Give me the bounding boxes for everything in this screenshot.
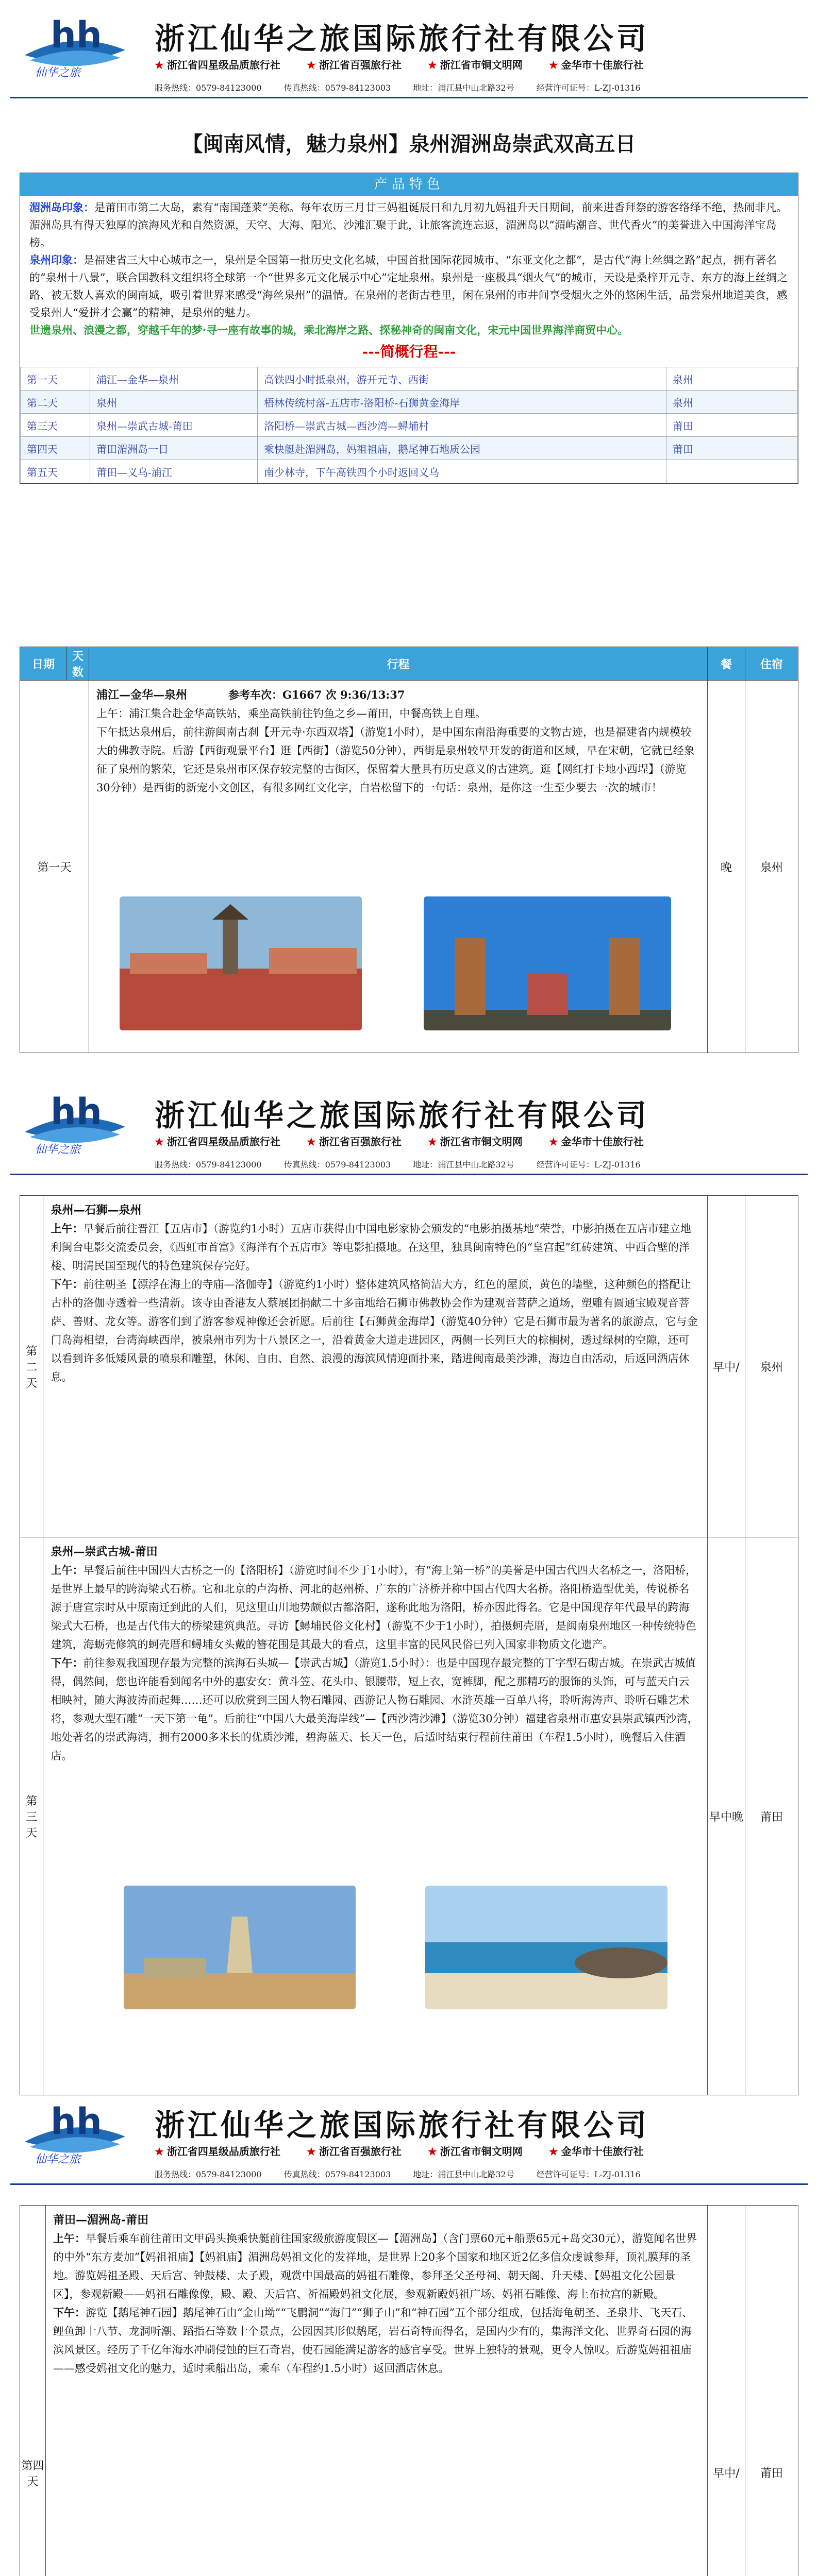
brief-row: 第五天 莆田—义乌-浦江 南少林寺，下午高铁四个小时返回义乌: [21, 460, 798, 483]
company-logo: [14, 2093, 133, 2165]
logo-text: 仙华之旅: [35, 66, 81, 79]
company-tags: ★ 浙江省四星级品质旅行社 ★ 浙江省百强旅行社 ★ 浙江省市铜文明网 ★ 金华市十佳旅行社: [155, 1136, 644, 1148]
brief-heading: ---简概行程---: [362, 343, 456, 360]
svg-text:h: h: [51, 14, 76, 56]
company-tags: ★ 浙江省四星级品质旅行社 ★ 浙江省百强旅行社 ★ 浙江省市铜文明网 ★ 金华市十佳旅行社: [155, 2145, 644, 2158]
header-rule: [10, 1174, 808, 1175]
star-icon: ★: [548, 59, 558, 71]
day-row: 第二天 泉州—石狮—泉州 上午：早餐后前往晋江【五店市】（游览约1小时）五店市获得由中国电影家协会颁发的“电影拍摄基地”荣誉，中影拍摄在五店市建立地利闽台电影交流委员会，《西虹市首富》《海洋有个五店市》等电影拍摄地。在这里，独具闽南特色的“皇宫起”红砖建筑、中西合壁的洋楼、明清民国至现代的特色建筑保存完好。 下午：前往朝圣【漂浮在海上的寺庙—洛伽寺】（游览约1小时）整体建筑风格简洁大方，红色的屋顶，黄色的墙壁，这种颜色的搭配让古朴的洛伽寺透着一些清新。该寺由香港友人蔡展团捐献二十多亩地给石狮市佛教协会作为建观音菩萨之道场，塑雕有圆通宝殿观音菩萨、善财、龙女等。游客们到了游客参观神像还会祈愿。后前往【石狮黄金海岸】（游览40分钟）它是石狮市最为著名的旅游点，它与金门岛海相望，台湾海峡西岸，被泉州市列为十八景区之一，沿着黄金大道走进园区，两侧一长列巨大的棕榈树，透过绿树的空隙，还可以看到许多低矮风景的喷泉和雕塑，休闲、自由、自然、浪漫的海滨风情迎面扑来，踏进闽南最美沙滩，海边自由活动，后返回酒店休息。 早中/ 泉州: [20, 1196, 798, 1537]
star-icon: ★: [155, 2145, 164, 2158]
company-name: 浙江仙华之旅国际旅行社有限公司: [155, 2108, 650, 2143]
page-title: 【闽南风情，魅力泉州】泉州湄洲岛崇武双高五日: [182, 132, 636, 156]
star-icon: ★: [306, 2145, 316, 2158]
header-rule: [10, 2183, 808, 2185]
page-header: [0, 0, 818, 93]
company-name: 浙江仙华之旅国际旅行社有限公司: [155, 1098, 650, 1133]
photo-xisha-bay: [425, 1886, 667, 2009]
photo-west-street: [120, 896, 362, 1030]
brief-table: [20, 367, 798, 483]
star-icon: ★: [427, 59, 437, 71]
brief-row: 第一天 浦江—金华—泉州 高铁四小时抵泉州，游开元寺、西街 泉州: [21, 367, 798, 391]
svg-text:h: h: [76, 1091, 102, 1133]
star-icon: ★: [155, 1136, 164, 1148]
features-box: [20, 173, 798, 484]
svg-text:h: h: [51, 1091, 76, 1133]
svg-text:h: h: [76, 14, 102, 56]
brief-row: 第二天 泉州 梧林传统村落-五店市-洛阳桥-石狮黄金海岸 泉州: [21, 391, 798, 414]
features-heading: 产品特色: [20, 173, 798, 196]
star-icon: ★: [306, 59, 316, 71]
page-header: [0, 2087, 818, 2179]
svg-text:h: h: [51, 2100, 76, 2143]
day-row: 第三天 泉州—崇武古城-莆田 上午：早餐后前往中国四大古桥之一的【洛阳桥】（游览时间不少于1小时），有“海上第一桥”的美誉是中国古代四大名桥之一，洛阳桥，是世界上最早的跨海梁式石桥。它和北京的卢沟桥、河北的赵州桥、广东的广济桥并称中国古代四大名桥。洛阳桥造型优美，传说桥名源于唐宣宗时从中原南迁到此的人们，见这里山川地势颇似古都洛阳，遂称此地为洛阳，桥亦因此得名。它是中国现存年代最早的跨海梁式大石桥，也是古代伟大的桥梁建筑典范。寻访【蟳埔民俗文化村】（游览不少于1小时），拍摄蚵壳厝，是闽南泉州地区一种传统特色建筑，海蛎壳修筑的蚵壳厝和蟳埔女头戴的簪花围是其最大的看点，这里丰富的民风民俗已列入国家非物质文化遗产。 下午：前往参观我国现存最为完整的滨海石头城—【崇武古城】（游览1.5小时）：也是中国现存最完整的丁字型石砌古城。在崇武古城值得，偶然间，您也许能看到闻名中外的惠安女：黄斗笠、花头巾、银腰带，短上衣，宽裤脚，配之那精巧的服饰的头饰，可与蓝天白云相映衬，随大海波涛而起舞……还可以欣赏到三国人物石雕园、西游记人物石雕园、水浒英雄一百单八将，聆听海涛声、聆听石雕艺术将，参观大型石雕“一天下第一龟”。后前往“中国八大最美海岸线”—【西沙湾沙滩】（游览30分钟）福建省泉州市惠安县崇武镇西沙湾，地处著名的崇武海湾，拥有2000多米长的优质沙滩，碧海蓝天、长天一色，后适时结束行程前往莆田（车程1.5小时），晚餐后入住酒店。 早中晚 莆田: [20, 1537, 798, 2095]
company-logo: [14, 6, 133, 78]
star-icon: ★: [548, 2145, 558, 2158]
star-icon: ★: [306, 1136, 316, 1148]
company-logo: [14, 1083, 133, 1155]
company-name: 浙江仙华之旅国际旅行社有限公司: [155, 21, 650, 56]
brief-row: 第四天 莆田湄洲岛一日 乘快艇赴湄洲岛，妈祖祖庙，鹅尾神石地质公园 莆田: [21, 437, 798, 460]
day-row: 第一天 浦江—金华—泉州 参考车次：G1667 次 9:36/13:37 上午：浦江集合赴金华高铁站，乘坐高铁前往钓鱼之乡—莆田，中餐高铁上自理。 下午抵达泉州后，前往游闽南古刹【开元寺·东西双塔】（游览1小时），是中国东南沿海重要的文物古迹，也是福建省内规模较大的佛教寺院。后游【西街观景平台】逛【西街】（游览50分钟），西街是泉州较早开发的街道和区域，早在宋朝，它就已经象征了泉州的繁荣，它还是泉州市区保存较完整的古街区，保留着大量具有历史意义的古建筑。逛【网红打卡地小西埕】（游览30分钟）是西街的新宠小文创区，有很多网红文化字，白岩松留下的一句话：泉州，是你这一生至少要去一次的城市！ 晚 泉州: [20, 681, 798, 1053]
star-icon: ★: [427, 2145, 437, 2158]
features-text: 湄洲岛印象：是莆田市第二大岛，素有“南国蓬莱”美称。每年农历三月廿三妈祖诞辰日和九月初九妈祖升天日期间，前来进香拜祭的游客络绎不绝，热闹非凡。湄洲岛具有得天独厚的滨海风光和自然资源，天空、大海、阳光、沙滩汇聚于此，让旅客流连忘返，湄洲岛以“湄屿潮音、世代香火”的美誉进入中国海洋宝岛榜。 泉州印象：是福建省三大中心城市之一，泉州是全国第一批历史文化名城，中国首批国际花园城市、“东亚文化之都”，是古代“海上丝绸之路”起点，拥有著名的“泉州十八景”，联合国教科文组织将全球第一个“世界多元文化展示中心”定址泉州。泉州是一座极具“烟火气”的城市，天设是桑梓开元寺、东方的海上丝绸之路、被无数人喜欢的闽南城，吸引着世界来感受“海丝泉州”的温情。在泉州的老街古巷里，闲在泉州的市井间享受烟火之外的悠闲生活，品尝泉州地道美食，感受泉州人“爱拼才会赢”的精神，是泉州的魅力。 世遗泉州、浪漫之都，穿越千年的梦·寻一座有故事的城，乘北海岸之路、探秘神奇的闽南文化，宋元中国世界海洋商贸中心。 ---简概行程---: [29, 201, 788, 360]
day-row: 第四天 莆田—湄洲岛-莆田 上午：早餐后乘车前往莆田文甲码头换乘快艇前往国家级旅游度假区—【湄洲岛】（含门票60元+船票65元+岛交30元），游览闻名世界的中外“东方麦加”【妈祖祖庙】【妈祖庙】湄洲岛妈祖文化的发祥地，是世界上20多个国家和地区近2亿多信众虔诚参拜，顶礼膜拜的圣地。游览妈祖圣殿、天后宫、钟鼓楼、太子殿，观赏中国最高的妈祖石雕像，参拜圣父圣母祠、朝天阁、升天楼、【妈祖文化公园景区】，参观新殿——妈祖石雕像像，殿、殿、天后宫、祈福殿妈祖文化展，参观新殿妈祖广场、妈祖石雕像、海上布拉宫的新殿。 下午：游览【鹅尾神石园】鹅尾神石由“金山坳”“飞鹏洞”“海门”“狮子山”和“神石园”五个部分组成，包括海龟朝圣、圣泉井、飞天石、鲤鱼卸十八节、龙洞听潮、蹈指石等数十个景点，公园因其形似鹅尾，岩石奇特而得名，是国内少有的，集海洋文化、世界奇石园的海滨风景区。经历了千亿年海水冲刷侵蚀的巨石奇岩，使石园能满足游客的感官享受。世界上独特的景观，更令人惊叹。后游览妈祖祖庙——感受妈祖文化的魅力，适时乘船出岛，乘车（车程约1.5小时）返回酒店休息。 早中/ 莆田: [20, 2206, 798, 2576]
itinerary-day4-5: [20, 2205, 798, 2576]
photo-chongwu-ancient-city: [124, 1886, 356, 2009]
company-tags: ★ 浙江省四星级品质旅行社 ★ 浙江省百强旅行社 ★ 浙江省市铜文明网 ★ 金华市十佳旅行社: [155, 59, 644, 71]
brief-row: 第三天 泉州—崇武古城-莆田 洛阳桥—崇武古城—西沙湾—蟳埔村 莆田: [21, 414, 798, 437]
photo-kaiyuan-temple: [424, 896, 671, 1030]
contact-info: 服务热线：0579-84123000 传真热线：0579-84123003 地址：浦江县中山北路32号 经营许可证号：L-ZJ-01316: [155, 83, 641, 93]
logo-text: 仙华之旅: [35, 2153, 81, 2166]
star-icon: ★: [427, 1136, 437, 1148]
star-icon: ★: [548, 1136, 558, 1148]
page-header: [0, 1077, 818, 1170]
header-rule: [10, 97, 808, 98]
svg-text:h: h: [76, 2100, 102, 2143]
star-icon: ★: [155, 59, 164, 71]
itinerary-day1: 日期 天数 行程 餐 住宿 第一天 浦江—金华—泉州 参考车次：G1667 次 9:36/13:37 上午：浦江集合赴金华高铁站，乘坐高铁前往钓鱼之乡—莆田，中餐高铁上自理。 下午抵达泉州后，前往游闽南古刹【开元寺·东西双塔】（游览1小时），是中国东南沿海重要的文物古迹，也是福建省内规模较大的佛教寺院。后游【西街观景平台】逛【西街】（游览50分钟），西街是泉州较早开发的街道和区域，早在宋朝，它就已经象征了泉州的繁荣，它还是泉州市区保存较完整的古街区，保留着大量具有历史意义的古建筑。逛【网红打卡地小西埕】（游览30分钟）是西街的新宠小文创区，有很多网红文化字，白岩松留下的一句话：泉州，是你这一生至少要去一次的城市！ 晚 泉州: [20, 647, 798, 1053]
contact-info: 服务热线：0579-84123000 传真热线：0579-84123003 地址：浦江县中山北路32号 经营许可证号：L-ZJ-01316: [155, 1160, 641, 1170]
logo-text: 仙华之旅: [35, 1143, 81, 1156]
contact-info: 服务热线：0579-84123000 传真热线：0579-84123003 地址：浦江县中山北路32号 经营许可证号：L-ZJ-01316: [155, 2170, 641, 2179]
